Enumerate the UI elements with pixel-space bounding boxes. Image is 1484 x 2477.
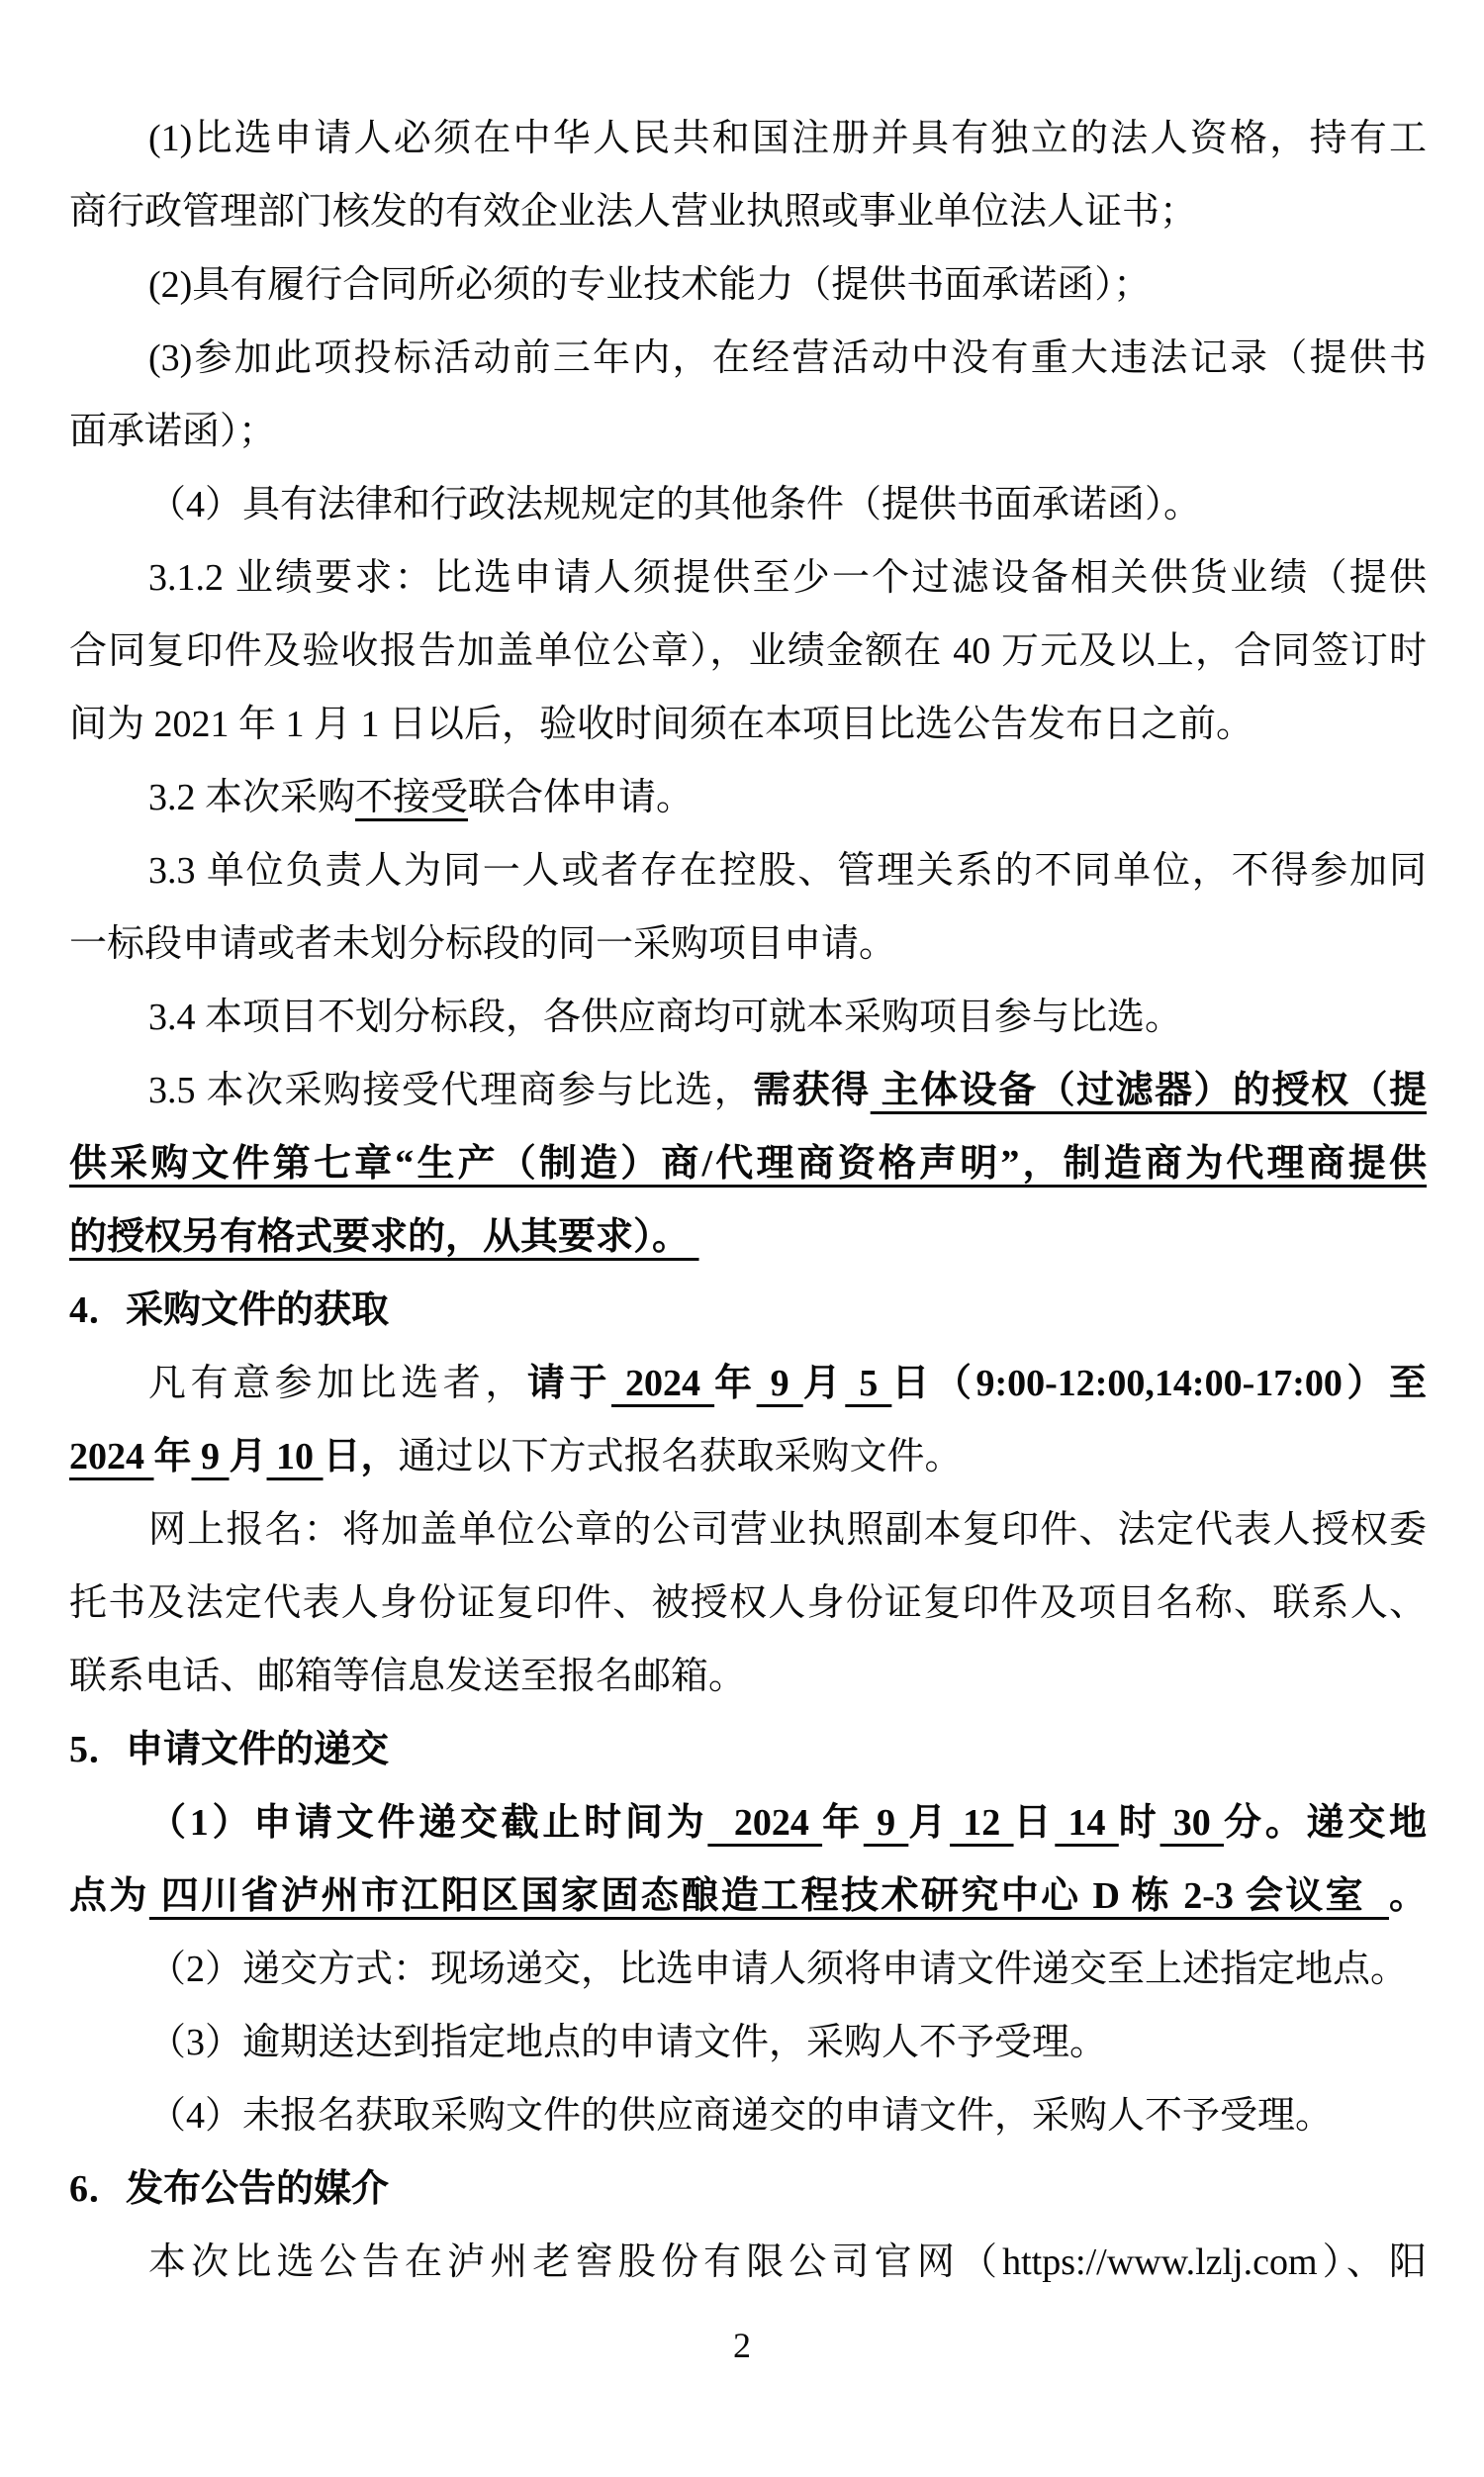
bold-text: 时 [1118,1802,1160,1844]
text-line [69,468,1427,541]
bold-text: 年 [822,1802,864,1844]
underlined-text: 2024 [69,1436,154,1477]
text-run: 通过以下方式报名获取采购文件。 [398,1436,963,1477]
text-run: 合同复印件及验收报告加盖单位公章），业绩金额在 40 万元及以上，合同签订时 [69,630,1427,672]
bold-text: 日（9:00-12:00,14:00-17:00）至 [891,1363,1427,1404]
bold-text: 年 [153,1436,192,1477]
page-number: 2 [733,2326,751,2365]
text-line [69,541,1427,615]
text-line [69,1054,1427,1127]
text-run: 面承诺函）； [69,411,277,452]
text-run: 4．采购文件的获取 [69,1289,390,1331]
bold-text: 年 [714,1363,757,1404]
bold-text: 分。递交地 [1224,1802,1427,1844]
text-run: （2）递交方式：现场递交，比选申请人须将申请文件递交至上述指定地点。 [148,1949,1409,1990]
underlined-text: 9 [756,1363,803,1404]
text-line [69,1347,1427,1420]
text-line [69,1640,1427,1713]
text-run: 6．发布公告的媒介 [69,2168,390,2210]
bold-text: 日， [323,1436,399,1477]
text-run: 托书及法定代表人身份证复印件、被授权人身份证复印件及项目名称、联系人、 [69,1582,1427,1624]
underlined-text: 14 [1055,1802,1119,1844]
text-line [69,688,1427,761]
bold-text: 需获得 [753,1070,871,1111]
text-run: 网上报名：将加盖单位公章的公司营业执照副本复印件、法定代表人授权委 [148,1509,1427,1551]
underlined-text: 不接受 [355,777,469,818]
text-line [69,1786,1427,1859]
section-heading [69,1274,1427,1347]
text-line [69,2226,1427,2299]
text-line [69,1200,1427,1274]
underlined-text: 供采购文件第七章“生产（制造）商/代理商资格声明”，制造商为代理商提供 [69,1143,1427,1185]
text-run: （4）未报名获取采购文件的供应商递交的申请文件，采购人不予受理。 [148,2095,1334,2137]
underlined-text: 12 [950,1802,1014,1844]
underlined-text: 2024 [707,1802,823,1844]
bold-text: 月 [802,1363,846,1404]
underlined-text: 5 [845,1363,892,1404]
text-run: 联合体申请。 [468,777,695,818]
text-run: （4）具有法律和行政法规规定的其他条件（提供书面承诺函）。 [148,484,1202,525]
text-run: 3.1.2 业绩要求：比选申请人须提供至少一个过滤设备相关供货业绩（提供 [148,557,1427,599]
text-run: (2)具有履行合同所必须的专业技术能力（提供书面承诺函）； [148,264,1152,306]
bold-text: 点为 [69,1875,149,1917]
text-run: 3.5 本次采购接受代理商参与比选， [148,1070,754,1111]
underlined-text: 10 [266,1436,324,1477]
text-line [69,1127,1427,1200]
underlined-text: 主体设备（过滤器）的授权（提 [870,1070,1427,1111]
text-line [69,2079,1427,2152]
text-run: （3）逾期送达到指定地点的申请文件，采购人不予受理。 [148,2022,1108,2063]
bold-text: 月 [908,1802,951,1844]
underlined-text: 9 [191,1436,230,1477]
text-run: 3.2 本次采购 [148,777,356,818]
text-line [69,102,1427,175]
underlined-text: 30 [1159,1802,1225,1844]
text-line [69,2006,1427,2079]
text-line [69,248,1427,322]
text-run: 5．申请文件的递交 [69,1729,390,1770]
section-heading [69,1713,1427,1786]
document-body [69,102,1427,2299]
bold-text: 。 [1388,1875,1427,1917]
bold-text: （1）申请文件递交截止时间为 [148,1802,708,1844]
underlined-text: 四川省泸州市江阳区国家固态酿造工程技术研究中心 D 栋 2-3 会议室 [148,1875,1389,1917]
text-line [69,834,1427,907]
text-run: 联系电话、邮箱等信息发送至报名邮箱。 [69,1656,747,1697]
underlined-text: 的授权另有格式要求的，从其要求）。 [69,1216,699,1258]
text-run: 本次比选公告在泸州老窖股份有限公司官网（https://www.lzlj.com）、阳 [148,2241,1427,2283]
underlined-text: 9 [863,1802,909,1844]
bold-text: 请于 [526,1363,611,1404]
text-run: 商行政管理部门核发的有效企业法人营业执照或事业单位法人证书； [69,191,1198,233]
text-line [69,1567,1427,1640]
text-line [69,1420,1427,1493]
text-line [69,981,1427,1054]
underlined-text: 2024 [611,1363,715,1404]
text-line [69,1933,1427,2006]
text-line [69,1859,1427,1933]
text-line [69,395,1427,468]
text-run: 间为 2021 年 1 月 1 日以后，验收时间须在本项目比选公告发布日之前。 [69,704,1254,745]
bold-text: 月 [229,1436,267,1477]
text-run: (1)比选申请人必须在中华人民共和国注册并具有独立的法人资格，持有工 [148,118,1427,159]
text-run: (3)参加此项投标活动前三年内，在经营活动中没有重大违法记录（提供书 [148,337,1427,379]
text-run: 3.4 本项目不划分标段，各供应商均可就本采购项目参与比选。 [148,997,1183,1038]
text-run: 凡有意参加比选者， [148,1363,527,1404]
bold-text: 日 [1013,1802,1056,1844]
text-line [69,322,1427,395]
section-heading [69,2152,1427,2226]
text-line [69,1493,1427,1567]
text-line [69,615,1427,688]
text-run: 3.3 单位负责人为同一人或者存在控股、管理关系的不同单位，不得参加同 [148,850,1427,892]
text-line [69,175,1427,248]
text-run: 一标段申请或者未划分标段的同一采购项目申请。 [69,923,897,965]
text-line [69,907,1427,981]
text-line [69,761,1427,834]
